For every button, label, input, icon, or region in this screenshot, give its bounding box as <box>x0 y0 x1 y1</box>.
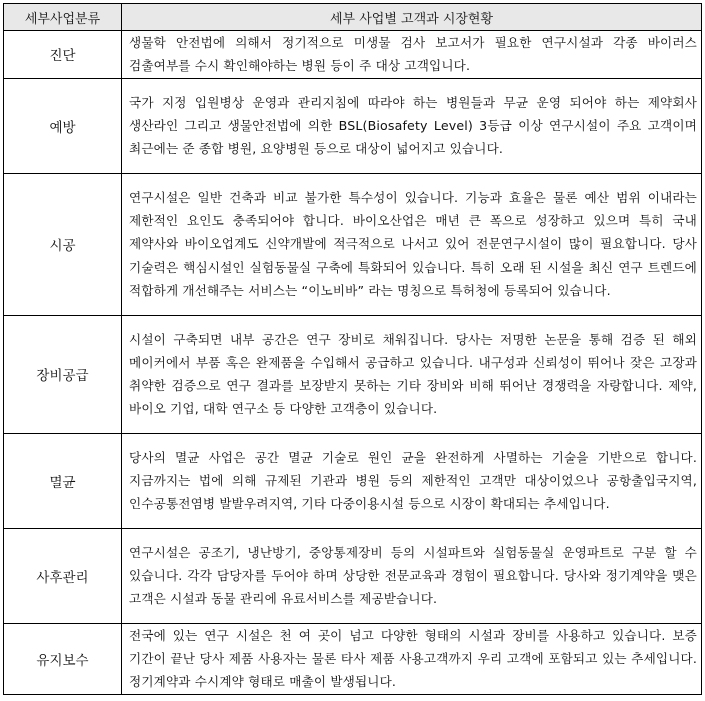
row-category: 장비공급 <box>4 315 122 433</box>
row-description: 전국에 있는 연구 시설은 천 여 곳이 넘고 다양한 형태의 시설과 장비를 사용하고 있습니다. 보증 기간이 끝난 당사 제품 사용자는 물론 타사 제품 사용고객까지 우리 고객에 포함되고 있는 추세입니다. 정기계약과 수시계약 형태로 매출이 발생됩니다. <box>122 623 702 694</box>
table-row-diagnosis <box>4 31 702 79</box>
table-row-maintenance <box>4 623 702 694</box>
row-category: 멸균 <box>4 433 122 528</box>
table-row-sterilization <box>4 433 702 528</box>
row-description: 연구시설은 공조기, 냉난방기, 중앙통제장비 등의 시설파트와 실험동물실 운영파트로 구분 할 수 있습니다. 각각 담당자를 두어야 하며 상당한 전문교육과 경험이 필요합니다. 당사와 정기계약을 맺은 고객은 시설과 동물 관리에 유료서비스를 제공받습니다. <box>122 528 702 623</box>
row-category: 사후관리 <box>4 528 122 623</box>
row-description: 연구시설은 일반 건축과 비교 불가한 특수성이 있습니다. 기능과 효율은 물론 예산 범위 이내라는 제한적인 요인도 충족되어야 합니다. 바이오산업은 매년 큰 폭으로 성장하고 있으며 특히 국내 제약사와 바이오업계도 신약개발에 적극적으로 나서고 있어 전문연구시설이 많이 필요합니다. 당사 기술력은 핵심시설인 실험동물실 구축에 특화되어 있습니다. 특히 오래 된 시설을 최신 연구 트렌드에 적합하게 개선해주는 서비스는 “이노비바” 라는 명칭으로 특허청에 등록되어 있습니다. <box>122 173 702 315</box>
table-row-equipment <box>4 315 702 433</box>
table-row-construction <box>4 173 702 315</box>
row-category: 유지보수 <box>4 623 122 694</box>
header-category: 세부사업분류 <box>4 4 122 31</box>
business-market-table <box>3 3 702 695</box>
row-description: 국가 지정 입원병상 운영과 관리지침에 따라야 하는 병원들과 무균 운영 되어야 하는 제약회사 생산라인 그리고 생물안전법에 의한 BSL(Biosafety Level) 3등급 이상 연구시설이 주요 고객이며 최근에는 준 종합 병원, 요양병원 등으로 대상이 넓어지고 있습니다. <box>122 78 702 173</box>
row-description: 시설이 구축되면 내부 공간은 연구 장비로 채워집니다. 당사는 저명한 논문을 통해 검증 된 해외 메이커에서 부품 혹은 완제품을 수입해서 공급하고 있습니다. 내구성과 신뢰성이 뛰어나 잦은 고장과 취약한 검증으로 연구 결과를 보장받지 못하는 기타 장비와 비해 뛰어난 경쟁력을 자랑합니다. 제약, 바이오 기업, 대학 연구소 등 다양한 고객층이 있습니다. <box>122 315 702 433</box>
row-category: 시공 <box>4 173 122 315</box>
row-category: 예방 <box>4 78 122 173</box>
table-row-aftercare <box>4 528 702 623</box>
row-description: 당사의 멸균 사업은 공간 멸균 기술로 원인 균을 완전하게 사멸하는 기술을 기반으로 합니다. 지금까지는 법에 의해 규제된 기관과 병원 등의 제한적인 고객만 대상이었으나 공항출입국지역, 인수공통전염병 발발우려지역, 기타 다중이용시설 등으로 시장이 확대되는 추세입니다. <box>122 433 702 528</box>
table-row-prevention <box>4 78 702 173</box>
row-category: 진단 <box>4 31 122 79</box>
table-header-row <box>4 4 702 31</box>
header-description: 세부 사업별 고객과 시장현황 <box>122 4 702 31</box>
row-description: 생물학 안전법에 의해서 정기적으로 미생물 검사 보고서가 필요한 연구시설과 각종 바이러스 검출여부를 수시 확인해야하는 병원 등이 주 대상 고객입니다. <box>122 31 702 79</box>
